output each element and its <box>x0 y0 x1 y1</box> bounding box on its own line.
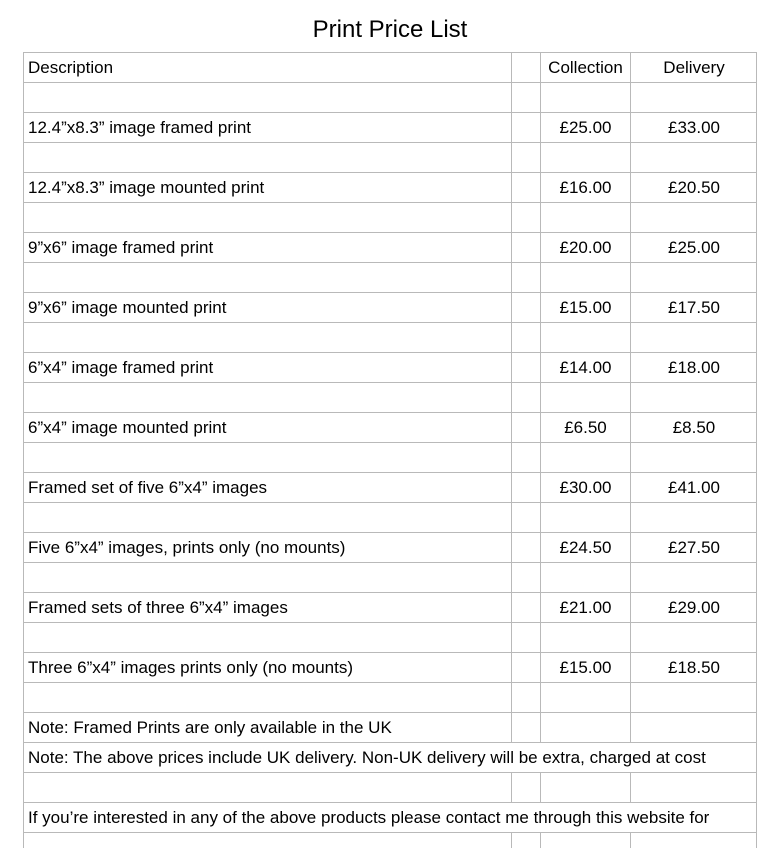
item-delivery-price: £20.50 <box>631 173 758 203</box>
empty-cell <box>512 143 541 173</box>
empty-cell <box>631 503 758 533</box>
header-delivery: Delivery <box>631 53 758 83</box>
item-description: 9”x6” image framed print <box>24 233 512 263</box>
price-row <box>24 653 758 683</box>
item-description: Framed sets of three 6”x4” images <box>24 593 512 623</box>
page-title: Print Price List <box>312 16 468 43</box>
empty-cell <box>512 83 541 113</box>
item-collection-price: £21.00 <box>541 593 631 623</box>
empty-cell <box>541 443 631 473</box>
item-delivery-price: £18.50 <box>631 653 758 683</box>
note-delivery-cell <box>24 743 758 773</box>
price-table <box>23 52 757 848</box>
item-collection-price: £25.00 <box>541 113 631 143</box>
empty-cell <box>631 83 758 113</box>
empty-cell <box>541 563 631 593</box>
empty-cell <box>512 713 541 743</box>
item-spacer <box>512 293 541 323</box>
price-row <box>24 413 758 443</box>
note-delivery-cell-text: Note: The above prices include UK delivery. Non-UK delivery will be extra, charged at cost <box>28 748 706 767</box>
empty-cell <box>541 83 631 113</box>
empty-cell <box>541 773 631 803</box>
item-spacer <box>512 593 541 623</box>
item-delivery-price: £8.50 <box>631 413 758 443</box>
empty-cell <box>512 323 541 353</box>
empty-cell <box>24 383 512 413</box>
empty-cell <box>24 443 512 473</box>
item-collection-price: £30.00 <box>541 473 631 503</box>
empty-cell <box>24 203 512 233</box>
empty-cell <box>631 203 758 233</box>
price-row <box>24 533 758 563</box>
empty-cell <box>631 143 758 173</box>
item-description: Three 6”x4” images prints only (no mounts) <box>24 653 512 683</box>
item-spacer <box>512 113 541 143</box>
empty-cell <box>631 623 758 653</box>
empty-cell <box>24 833 512 848</box>
note-contact-cell <box>24 803 758 833</box>
note-delivery <box>24 743 758 773</box>
item-delivery-price: £27.50 <box>631 533 758 563</box>
empty-row <box>24 203 758 233</box>
price-row <box>24 473 758 503</box>
empty-row <box>24 773 758 803</box>
empty-cell <box>631 383 758 413</box>
item-collection-price: £14.00 <box>541 353 631 383</box>
empty-cell <box>24 83 512 113</box>
price-row <box>24 233 758 263</box>
item-description: 9”x6” image mounted print <box>24 293 512 323</box>
empty-cell <box>24 683 512 713</box>
item-spacer <box>512 353 541 383</box>
empty-row <box>24 623 758 653</box>
empty-cell <box>24 503 512 533</box>
empty-cell <box>541 503 631 533</box>
empty-cell <box>24 773 512 803</box>
item-description: Five 6”x4” images, prints only (no mounts) <box>24 533 512 563</box>
item-spacer <box>512 413 541 443</box>
empty-cell <box>631 683 758 713</box>
empty-cell <box>512 263 541 293</box>
item-collection-price: £20.00 <box>541 233 631 263</box>
empty-cell <box>512 203 541 233</box>
note-uk-only <box>24 713 758 743</box>
empty-cell <box>24 143 512 173</box>
empty-row <box>24 383 758 413</box>
item-spacer <box>512 233 541 263</box>
note-contact-cell-text: If you’re interested in any of the above products please contact me through this website for <box>28 808 710 827</box>
item-description: 6”x4” image framed print <box>24 353 512 383</box>
note-uk-only-cell: Note: Framed Prints are only available in the UK <box>24 713 512 743</box>
item-description: 12.4”x8.3” image mounted print <box>24 173 512 203</box>
empty-row <box>24 443 758 473</box>
empty-cell <box>631 713 758 743</box>
empty-cell <box>631 323 758 353</box>
empty-cell <box>512 383 541 413</box>
empty-cell <box>631 263 758 293</box>
empty-cell <box>631 443 758 473</box>
empty-cell <box>24 263 512 293</box>
sheet-right-edge <box>756 52 757 848</box>
empty-cell <box>541 323 631 353</box>
price-row <box>24 173 758 203</box>
item-collection-price: £6.50 <box>541 413 631 443</box>
note-contact <box>24 803 758 833</box>
item-delivery-price: £25.00 <box>631 233 758 263</box>
item-delivery-price: £33.00 <box>631 113 758 143</box>
price-row <box>24 293 758 323</box>
empty-cell <box>512 623 541 653</box>
empty-row <box>24 143 758 173</box>
empty-cell <box>541 683 631 713</box>
header-description: Description <box>24 53 512 83</box>
empty-row <box>24 563 758 593</box>
empty-cell <box>24 323 512 353</box>
item-spacer <box>512 653 541 683</box>
empty-cell <box>512 683 541 713</box>
empty-cell <box>24 563 512 593</box>
header-spacer <box>512 53 541 83</box>
empty-cell <box>541 143 631 173</box>
item-collection-price: £16.00 <box>541 173 631 203</box>
empty-cell <box>541 833 631 848</box>
item-description: Framed set of five 6”x4” images <box>24 473 512 503</box>
empty-cell <box>631 833 758 848</box>
empty-cell <box>541 203 631 233</box>
item-collection-price: £24.50 <box>541 533 631 563</box>
empty-cell <box>631 563 758 593</box>
price-row <box>24 113 758 143</box>
empty-cell <box>631 773 758 803</box>
item-collection-price: £15.00 <box>541 653 631 683</box>
empty-row <box>24 323 758 353</box>
empty-cell <box>541 713 631 743</box>
empty-cell <box>541 263 631 293</box>
item-spacer <box>512 473 541 503</box>
item-delivery-price: £17.50 <box>631 293 758 323</box>
empty-row <box>24 263 758 293</box>
item-delivery-price: £29.00 <box>631 593 758 623</box>
item-description: 12.4”x8.3” image framed print <box>24 113 512 143</box>
empty-cell <box>512 563 541 593</box>
item-spacer <box>512 533 541 563</box>
price-table-sheet <box>23 52 757 848</box>
empty-cell <box>512 443 541 473</box>
empty-row <box>24 83 758 113</box>
empty-cell <box>541 383 631 413</box>
empty-row <box>24 683 758 713</box>
header-row <box>24 53 758 83</box>
item-description: 6”x4” image mounted print <box>24 413 512 443</box>
header-collection: Collection <box>541 53 631 83</box>
empty-row <box>24 833 758 848</box>
item-spacer <box>512 173 541 203</box>
item-delivery-price: £18.00 <box>631 353 758 383</box>
empty-cell <box>24 623 512 653</box>
price-row <box>24 353 758 383</box>
price-row <box>24 593 758 623</box>
item-collection-price: £15.00 <box>541 293 631 323</box>
item-delivery-price: £41.00 <box>631 473 758 503</box>
empty-cell <box>512 773 541 803</box>
empty-row <box>24 503 758 533</box>
empty-cell <box>541 623 631 653</box>
empty-cell <box>512 503 541 533</box>
empty-cell <box>512 833 541 848</box>
